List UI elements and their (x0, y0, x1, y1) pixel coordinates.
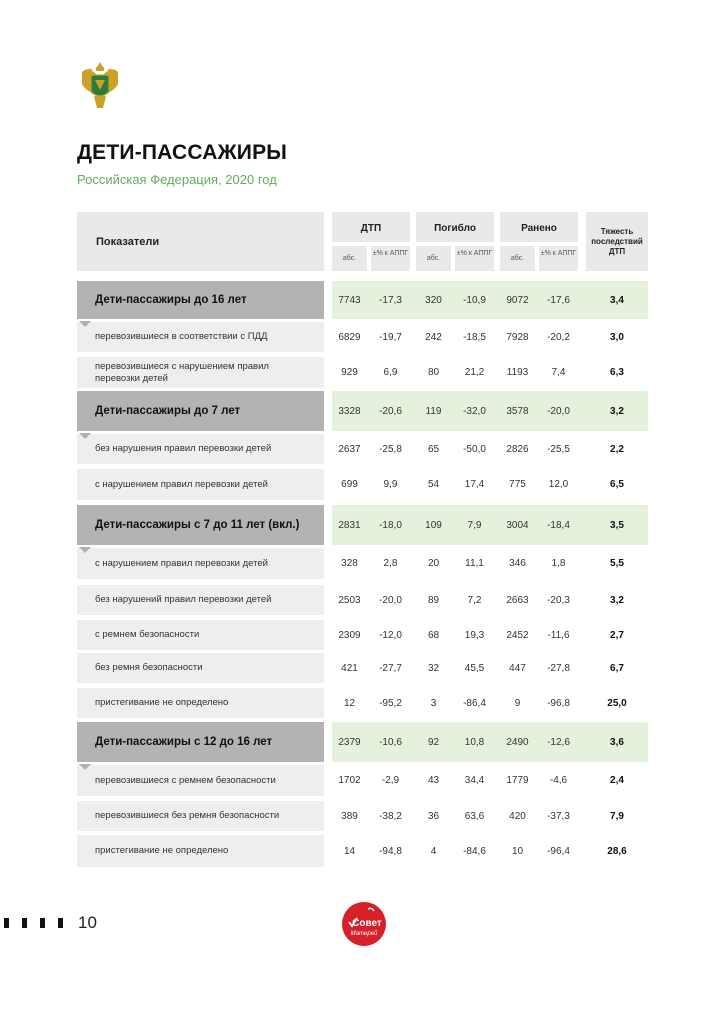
value-cell: 43 (427, 775, 440, 786)
page-marker-bar (58, 918, 63, 928)
severity-value: 2,2 (610, 443, 624, 455)
row-values (332, 469, 648, 500)
value-cell: 14 (343, 845, 356, 857)
page-marker-bar (40, 918, 45, 928)
severity-value: 3,5 (610, 519, 624, 531)
header-sub-pct: ±% к АППГ (372, 250, 409, 257)
row-values (332, 585, 648, 615)
value-cell: -18,5 (463, 331, 486, 343)
value-cell: -95,2 (379, 697, 402, 709)
value-cell: 1,8 (551, 558, 566, 569)
row-label: с нарушением правил перевозки детей (77, 548, 324, 579)
page-title: ДЕТИ-ПАССАЖИРЫ (77, 141, 288, 164)
value-cell: 2663 (506, 594, 529, 606)
header-sub-pct: ±% к АППГ (456, 250, 493, 257)
value-cell: 54 (427, 479, 440, 490)
header-sub-abs: абс. (510, 255, 525, 262)
value-cell: 109 (425, 519, 442, 531)
severity-value: 6,7 (610, 662, 624, 674)
severity-value: 5,5 (610, 558, 624, 569)
value-cell: 2490 (506, 736, 529, 748)
value-cell: -20,6 (379, 405, 402, 417)
value-cell: 389 (341, 810, 358, 822)
value-cell: 10 (511, 845, 524, 857)
header-group-label: ДТП (360, 223, 382, 234)
value-cell: -37,3 (547, 810, 570, 822)
row-values (332, 688, 648, 718)
severity-value: 25,0 (607, 697, 627, 709)
row-values (332, 620, 648, 650)
value-cell: 775 (509, 479, 526, 490)
row-values (332, 357, 648, 388)
logo-text-line1: Совет (352, 918, 382, 929)
stats-table (77, 212, 648, 857)
value-cell: -19,7 (379, 331, 402, 343)
value-cell: 2,8 (383, 558, 398, 569)
value-cell: 3328 (338, 405, 361, 417)
header-group-label: Ранено (521, 223, 557, 234)
value-cell: -20,0 (547, 405, 570, 417)
table-row (77, 469, 648, 500)
row-label: без ремня безопасности (77, 653, 324, 683)
header-indicator-label: Показатели (96, 236, 160, 248)
severity-value: 3,4 (610, 294, 624, 306)
value-cell: -20,2 (547, 331, 570, 343)
header-sub-abs: абс. (426, 255, 441, 262)
value-cell: 1779 (506, 775, 529, 786)
value-cell: 7743 (338, 294, 361, 306)
value-cell: 2826 (506, 443, 529, 455)
value-cell: 17,4 (464, 479, 485, 490)
value-cell: -32,0 (463, 405, 486, 417)
row-values (332, 722, 648, 762)
row-values (332, 391, 648, 431)
severity-value: 7,9 (610, 810, 624, 822)
table-row (77, 548, 648, 579)
value-cell: 3004 (506, 519, 529, 531)
row-values (332, 505, 648, 545)
row-label: перевозившиеся с нарушением правил перевозки детей (77, 357, 324, 388)
row-label: перевозившиеся с ремнем безопасности (77, 765, 324, 796)
value-cell: 2831 (338, 519, 361, 531)
table-row (77, 322, 648, 352)
value-cell: 7,4 (551, 367, 566, 378)
value-cell: 4 (430, 845, 437, 857)
value-cell: 3578 (506, 405, 529, 417)
value-cell: -10,6 (379, 736, 402, 748)
coat-of-arms-emblem (78, 58, 122, 112)
value-cell: -84,6 (463, 845, 486, 857)
page-marker-bar (22, 918, 27, 928)
value-cell: 1193 (506, 367, 529, 378)
header-severity-label: Тяжесть последствий ДТП (591, 227, 643, 256)
section-pointer-icon (79, 321, 91, 327)
row-values (332, 835, 648, 867)
value-cell: 346 (509, 558, 526, 569)
page-marker-bar (4, 918, 9, 928)
severity-value: 2,7 (610, 629, 624, 641)
value-cell: 7,2 (467, 594, 482, 606)
value-cell: -27,7 (379, 662, 402, 674)
value-cell: -2,9 (381, 775, 400, 786)
value-cell: 19,3 (464, 629, 485, 641)
row-label: без нарушения правил перевозки детей (77, 434, 324, 464)
table-row (77, 434, 648, 464)
value-cell: 12 (343, 697, 356, 709)
row-label: Дети-пассажиры с 12 до 16 лет (77, 722, 324, 762)
value-cell: -86,4 (463, 697, 486, 709)
value-cell: 2503 (338, 594, 361, 606)
value-cell: 65 (427, 443, 440, 455)
value-cell: 11,1 (465, 558, 484, 569)
severity-value: 6,5 (610, 479, 624, 490)
header-group-label: Погибло (434, 223, 476, 234)
value-cell: 45,5 (464, 662, 485, 674)
row-label: без нарушений правил перевозки детей (77, 585, 324, 615)
value-cell: 2452 (506, 629, 529, 641)
value-cell: -17,3 (379, 294, 402, 306)
value-cell: 447 (509, 662, 526, 674)
row-label: Дети-пассажиры до 16 лет (77, 281, 324, 319)
value-cell: 2379 (338, 736, 361, 748)
value-cell: -4,6 (549, 775, 568, 786)
row-label: с ремнем безопасности (77, 620, 324, 650)
row-values (332, 801, 648, 831)
value-cell: 2309 (338, 629, 361, 641)
value-cell: -38,2 (379, 810, 402, 822)
table-row (77, 357, 648, 388)
table-row (77, 688, 648, 718)
value-cell: -11,6 (547, 629, 570, 641)
severity-value: 3,6 (610, 736, 624, 748)
value-cell: 2637 (338, 443, 361, 455)
severity-value: 3,2 (610, 405, 624, 417)
value-cell: 36 (427, 810, 440, 822)
row-label: Дети-пассажиры до 7 лет (77, 391, 324, 431)
severity-value: 28,6 (607, 845, 627, 857)
value-cell: -10,9 (463, 294, 486, 306)
table-row (77, 585, 648, 615)
value-cell: 10,8 (464, 736, 485, 748)
value-cell: -20,3 (547, 594, 570, 606)
table-header (77, 212, 648, 271)
row-values (332, 281, 648, 319)
value-cell: 1702 (338, 775, 361, 786)
value-cell: 6829 (338, 331, 361, 343)
value-cell: -18,0 (379, 519, 402, 531)
row-label: Дети-пассажиры с 7 до 11 лет (вкл.) (77, 505, 324, 545)
table-group-row (77, 505, 648, 545)
value-cell: 9 (514, 697, 521, 709)
value-cell: -50,0 (463, 443, 486, 455)
value-cell: 68 (427, 629, 440, 641)
value-cell: 929 (341, 367, 358, 378)
page-number: 10 (78, 913, 97, 932)
value-cell: -17,6 (547, 294, 570, 306)
row-values (332, 548, 648, 579)
row-label: пристегивание не определено (77, 688, 324, 718)
row-label: перевозившиеся в соответствии с ПДД (77, 322, 324, 352)
row-label: с нарушением правил перевозки детей (77, 469, 324, 500)
value-cell: -96,8 (547, 697, 570, 709)
table-group-row (77, 281, 648, 319)
value-cell: 92 (427, 736, 440, 748)
table-row (77, 801, 648, 831)
severity-value: 6,3 (610, 367, 624, 378)
value-cell: 7,9 (467, 519, 482, 531)
severity-value: 2,4 (610, 775, 624, 786)
value-cell: 9,9 (383, 479, 398, 490)
section-pointer-icon (79, 764, 91, 770)
value-cell: 242 (425, 331, 442, 343)
value-cell: 32 (427, 662, 440, 674)
severity-value: 3,2 (610, 594, 624, 606)
value-cell: -27,8 (547, 662, 570, 674)
value-cell: 9072 (506, 294, 529, 306)
value-cell: 21,2 (464, 367, 485, 378)
table-group-row (77, 722, 648, 762)
table-group-row (77, 391, 648, 431)
value-cell: -20,0 (379, 594, 402, 606)
sovet-materey-logo (341, 901, 387, 947)
header-indicator-cell (77, 212, 324, 271)
header-sub-pct: ±% к АППГ (540, 250, 577, 257)
value-cell: 328 (341, 558, 358, 569)
value-cell: 80 (427, 367, 440, 378)
row-values (332, 322, 648, 352)
value-cell: -12,6 (547, 736, 570, 748)
value-cell: -96,4 (547, 845, 570, 857)
logo-text-line2: Матерей (350, 931, 378, 937)
row-values (332, 434, 648, 464)
table-row (77, 653, 648, 683)
value-cell: 12,0 (548, 479, 569, 490)
row-label: перевозившиеся без ремня безопасности (77, 801, 324, 831)
value-cell: 420 (509, 810, 526, 822)
page-subtitle: Российская Федерация, 2020 год (77, 172, 277, 187)
value-cell: 89 (427, 594, 440, 606)
value-cell: 34,4 (464, 775, 485, 786)
row-values (332, 653, 648, 683)
value-cell: 320 (425, 294, 442, 306)
table-row (77, 835, 648, 867)
value-cell: -25,8 (379, 443, 402, 455)
value-cell: 20 (427, 558, 440, 569)
value-cell: 6,9 (383, 367, 398, 378)
section-pointer-icon (79, 547, 91, 553)
value-cell: -12,0 (379, 629, 402, 641)
header-sub-abs: абс. (342, 255, 357, 262)
table-row (77, 765, 648, 796)
value-cell: 699 (341, 479, 358, 490)
severity-value: 3,0 (610, 331, 624, 343)
value-cell: 421 (341, 662, 358, 674)
value-cell: -18,4 (547, 519, 570, 531)
section-pointer-icon (79, 433, 91, 439)
value-cell: -25,5 (547, 443, 570, 455)
row-values (332, 765, 648, 796)
value-cell: 7928 (506, 331, 529, 343)
row-label: пристегивание не определено (77, 835, 324, 867)
table-row (77, 620, 648, 650)
value-cell: 63,6 (464, 810, 485, 822)
value-cell: -94,8 (379, 845, 402, 857)
value-cell: 119 (425, 405, 442, 417)
value-cell: 3 (430, 697, 437, 709)
